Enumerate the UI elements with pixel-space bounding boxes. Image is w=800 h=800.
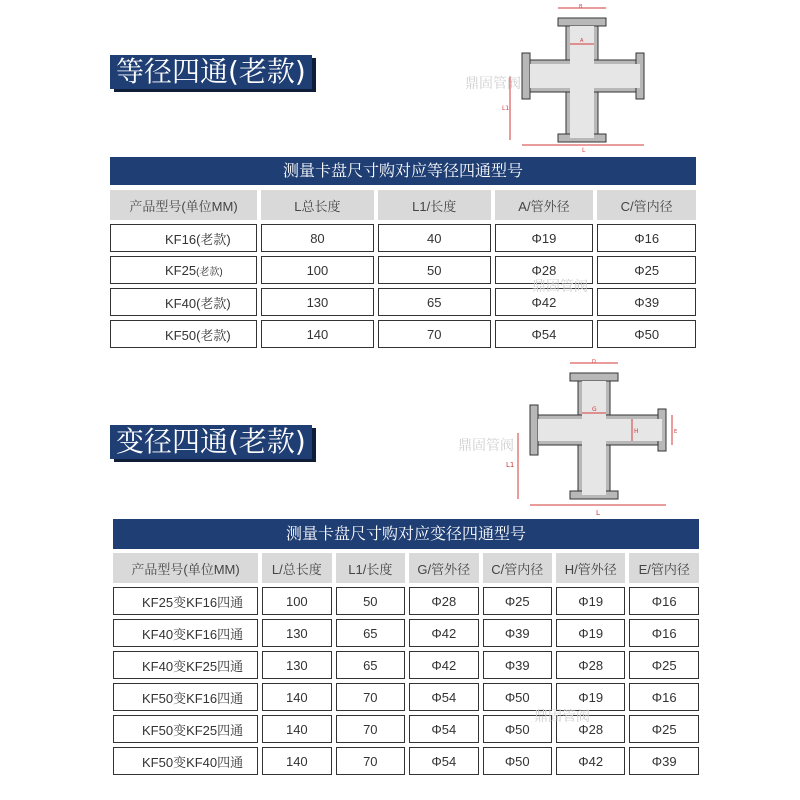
diagram-label-l: L bbox=[596, 509, 600, 517]
diagram-label-d: D bbox=[592, 359, 596, 365]
h-outer-cell: Φ19 bbox=[556, 587, 625, 615]
e-inner-cell: Φ16 bbox=[629, 587, 699, 615]
model-cell bbox=[110, 224, 257, 252]
h-outer-cell: Φ42 bbox=[556, 747, 625, 775]
header-cell: C/管内径 bbox=[483, 553, 552, 583]
length-cell: 140 bbox=[262, 683, 331, 711]
model-cell: KF40变KF16四通 bbox=[113, 619, 258, 647]
header-cell: L总长度 bbox=[261, 190, 374, 220]
model-cell: KF50变KF40四通 bbox=[113, 747, 258, 775]
c-inner-cell: Φ25 bbox=[483, 587, 552, 615]
table-row bbox=[113, 651, 699, 679]
table-row bbox=[110, 224, 696, 252]
l1-cell: 70 bbox=[336, 747, 405, 775]
c-inner-cell: Φ50 bbox=[483, 683, 552, 711]
header-cell: G/管外径 bbox=[409, 553, 478, 583]
outer-diameter-cell: Φ19 bbox=[495, 224, 594, 252]
inner-diameter-cell: Φ39 bbox=[597, 288, 696, 316]
outer-diameter-cell: Φ54 bbox=[495, 320, 594, 348]
inner-diameter-cell: Φ16 bbox=[597, 224, 696, 252]
l1-cell: 40 bbox=[378, 224, 491, 252]
model-cell: KF40变KF25四通 bbox=[113, 651, 258, 679]
model-cell bbox=[110, 288, 257, 316]
l1-cell: 70 bbox=[378, 320, 491, 348]
table-row bbox=[113, 747, 699, 775]
model-suffix: (老款) bbox=[196, 327, 231, 343]
c-inner-cell: Φ39 bbox=[483, 619, 552, 647]
model-name: KF40 bbox=[165, 295, 197, 311]
model-cell bbox=[110, 320, 257, 348]
watermark-4: 鼎固管阀 bbox=[534, 709, 590, 725]
length-cell: 100 bbox=[261, 256, 374, 284]
h-outer-cell: Φ28 bbox=[556, 651, 625, 679]
section1-title: 等径四通(老款) bbox=[110, 55, 312, 89]
g-outer-cell: Φ54 bbox=[409, 747, 478, 775]
g-outer-cell: Φ28 bbox=[409, 587, 478, 615]
length-cell: 130 bbox=[261, 288, 374, 316]
table-row bbox=[110, 256, 696, 284]
l1-cell: 65 bbox=[336, 619, 405, 647]
header-cell: L1/长度 bbox=[378, 190, 491, 220]
header-cell: L1/长度 bbox=[336, 553, 405, 583]
header-cell: C/管内径 bbox=[597, 190, 696, 220]
e-inner-cell: Φ39 bbox=[629, 747, 699, 775]
l1-cell: 65 bbox=[378, 288, 491, 316]
e-inner-cell: Φ16 bbox=[629, 619, 699, 647]
length-cell: 100 bbox=[262, 587, 331, 615]
table-row bbox=[113, 587, 699, 615]
g-outer-cell: Φ42 bbox=[409, 619, 478, 647]
diagram-label-g: G bbox=[592, 406, 597, 413]
model-suffix: (老款) bbox=[196, 266, 223, 278]
model-name: KF50 bbox=[165, 327, 197, 343]
l1-cell: 65 bbox=[336, 651, 405, 679]
length-cell: 140 bbox=[262, 747, 331, 775]
table-row bbox=[110, 320, 696, 348]
table-row bbox=[113, 619, 699, 647]
c-inner-cell: Φ50 bbox=[483, 747, 552, 775]
model-suffix: (老款) bbox=[196, 295, 231, 311]
equal-cross-table bbox=[106, 186, 700, 352]
header-cell: L/总长度 bbox=[262, 553, 331, 583]
g-outer-cell: Φ42 bbox=[409, 651, 478, 679]
model-cell bbox=[110, 256, 257, 284]
diagram-label-l1: L1 bbox=[506, 461, 515, 469]
reducing-cross-diagram bbox=[500, 355, 700, 520]
header-cell: E/管内径 bbox=[629, 553, 699, 583]
h-outer-cell: Φ19 bbox=[556, 619, 625, 647]
length-cell: 140 bbox=[261, 320, 374, 348]
diagram-label-l1: L1 bbox=[502, 105, 510, 112]
inner-diameter-cell: Φ50 bbox=[597, 320, 696, 348]
e-inner-cell: Φ25 bbox=[629, 651, 699, 679]
model-name: KF25 bbox=[165, 262, 197, 278]
header-cell: 产品型号(单位MM) bbox=[110, 190, 257, 220]
h-outer-cell: Φ19 bbox=[556, 683, 625, 711]
length-cell: 80 bbox=[261, 224, 374, 252]
l1-cell: 50 bbox=[378, 256, 491, 284]
length-cell: 130 bbox=[262, 619, 331, 647]
section2-title: 变径四通(老款) bbox=[110, 425, 312, 459]
reducing-cross-table bbox=[109, 549, 703, 779]
l1-cell: 50 bbox=[336, 587, 405, 615]
watermark-2: 鼎固管阀 bbox=[532, 279, 588, 295]
model-suffix: (老款) bbox=[196, 231, 231, 247]
table-header-row bbox=[113, 553, 699, 583]
diagram-label-b: B bbox=[579, 4, 583, 10]
l1-cell: 70 bbox=[336, 715, 405, 743]
diagram-label-l: L bbox=[582, 147, 586, 154]
watermark-3: 鼎固管阀 bbox=[458, 438, 514, 454]
header-cell: H/管外径 bbox=[556, 553, 625, 583]
model-cell: KF50变KF16四通 bbox=[113, 683, 258, 711]
watermark-1: 鼎固管阀 bbox=[465, 76, 521, 92]
diagram-label-a: A bbox=[580, 38, 584, 44]
length-cell: 130 bbox=[262, 651, 331, 679]
c-inner-cell: Φ50 bbox=[483, 715, 552, 743]
table-header-row bbox=[110, 190, 696, 220]
g-outer-cell: Φ54 bbox=[409, 683, 478, 711]
table-row bbox=[113, 715, 699, 743]
outer-diameter-cell: Φ28 bbox=[495, 256, 594, 284]
outer-diameter-cell: Φ42 bbox=[495, 288, 594, 316]
table-row bbox=[113, 683, 699, 711]
inner-diameter-cell: Φ25 bbox=[597, 256, 696, 284]
model-name: KF16 bbox=[165, 231, 197, 247]
h-outer-cell: Φ28 bbox=[556, 715, 625, 743]
e-inner-cell: Φ16 bbox=[629, 683, 699, 711]
table-row bbox=[110, 288, 696, 316]
header-cell: A/管外径 bbox=[495, 190, 594, 220]
l1-cell: 70 bbox=[336, 683, 405, 711]
length-cell: 140 bbox=[262, 715, 331, 743]
model-cell: KF50变KF25四通 bbox=[113, 715, 258, 743]
c-inner-cell: Φ39 bbox=[483, 651, 552, 679]
g-outer-cell: Φ54 bbox=[409, 715, 478, 743]
section1-banner: 测量卡盘尺寸购对应等径四通型号 bbox=[110, 157, 696, 185]
e-inner-cell: Φ25 bbox=[629, 715, 699, 743]
model-cell: KF25变KF16四通 bbox=[113, 587, 258, 615]
header-cell: 产品型号(单位MM) bbox=[113, 553, 258, 583]
diagram-label-h: H bbox=[634, 428, 639, 435]
diagram-label-e: E bbox=[674, 429, 678, 435]
section2-banner: 测量卡盘尺寸购对应变径四通型号 bbox=[113, 519, 699, 549]
